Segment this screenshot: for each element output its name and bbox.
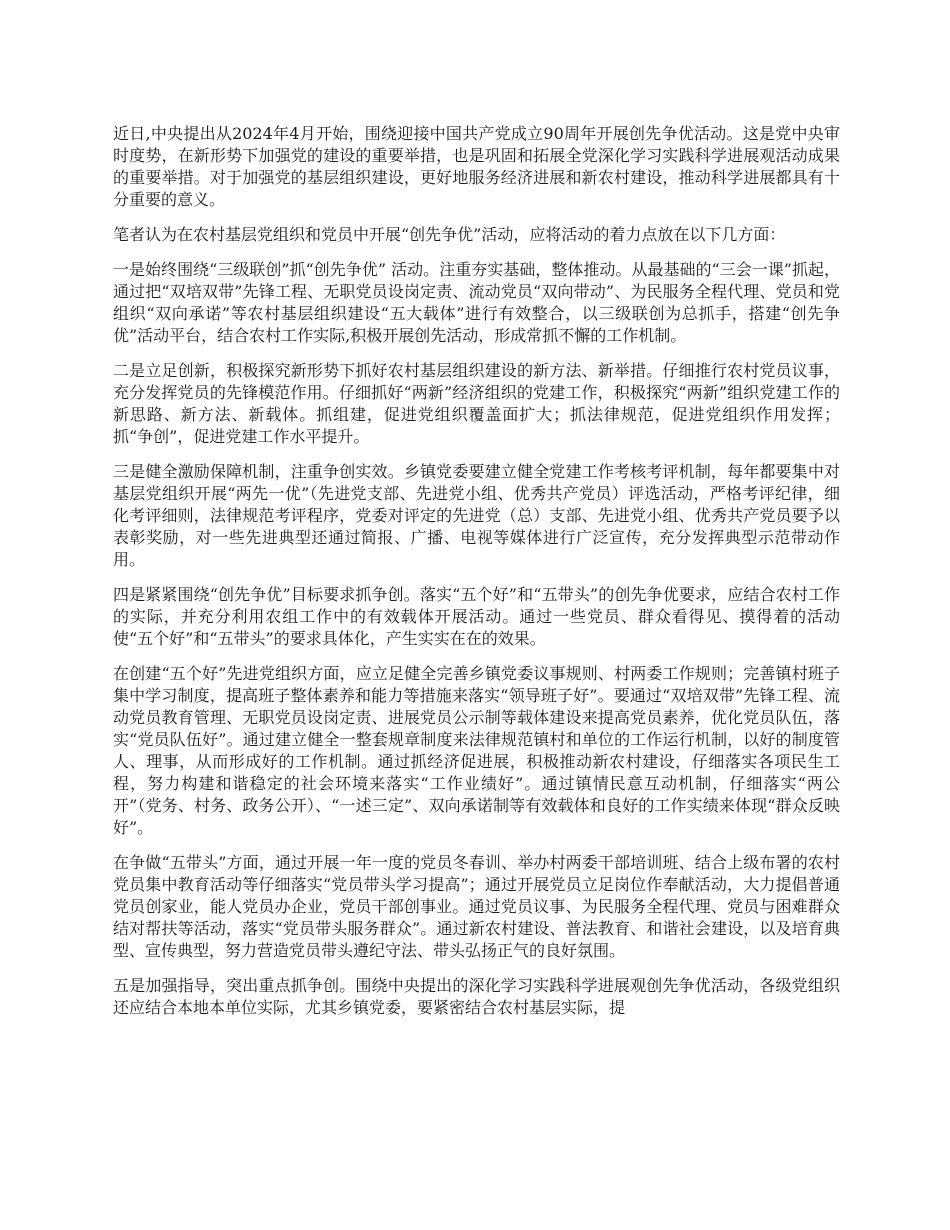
paragraph-point-four: 四是紧紧围绕“创先争优”目标要求抓争创。落实“五个好”和“五带头”的创先争优要求，应结合农村工作的实际，并充分利用农组工作中的有效载体开展活动。通过一些党员、群众看得见、摸得着的活动使“五个好”和“五带头”的要求具体化，产生实实在在的效果。: [113, 585, 840, 648]
paragraph-point-two: 二是立足创新，积极探究新形势下抓好农村基层组织建设的新方法、新举措。仔细推行农村党员议事，充分发挥党员的先锋模范作用。仔细抓好“两新”经济组织的党建工作，积极探究“两新”组织党建工作的新思路、新方法、新载体。抓组建，促进党组织覆盖面扩大；抓法律规范，促进党组织作用发挥；抓“争创”，促进党建工作水平提升。: [113, 361, 840, 446]
paragraph-point-five: 五是加强指导，突出重点抓争创。围绕中央提出的深化学习实践科学进展观创先争优活动，各级党组织还应结合本地本单位实际，尤其乡镇党委，要紧密结合农村基层实际，提: [113, 976, 840, 1017]
paragraph-intro: 近日,中央提出从2024年4月开始，围绕迎接中国共产党成立90周年开展创先争优活动。这是党中央审时度势，在新形势下加强党的建设的重要举措，也是巩固和拓展全党深化学习实践科学进展观活动成果的重要举措。对于加强党的基层组织建设，更好地服务经济进展和新农村建设，推动科学进展都具有十分重要的意义。: [113, 124, 840, 209]
paragraph-author-view: 笔者认为在农村基层党组织和党员中开展“创先争优”活动，应将活动的着力点放在以下几方面：: [113, 225, 786, 244]
paragraph-point-three: 三是健全激励保障机制，注重争创实效。乡镇党委要建立健全党建工作考核考评机制，每年都要集中对基层党组织开展“两先一优”（先进党支部、先进党小组、优秀共产党员）评选活动，严格考评纪律，细化考评细则，法律规范考评程序，党委对评定的先进党（总）支部、先进党小组、优秀共产党员要予以表彰奖励，对一些先进典型还通过简报、广播、电视等媒体进行广泛宣传，充分发挥典型示范带动作用。: [113, 462, 840, 569]
document-body: [113, 123, 840, 1032]
paragraph-five-lead: 在争做“五带头”方面，通过开展一年一度的党员冬春训、举办村两委干部培训班、结合上级布署的农村党员集中教育活动等仔细落实“党员带头学习提高”；通过开展党员立足岗位作奉献活动，大力提倡普通党员创家业，能人党员办企业，党员干部创事业。通过党员议事、为民服务全程代理、党员与困难群众结对帮扶等活动，落实“党员带头服务群众”。通过新农村建设、普法教育、和谐社会建设，以及培育典型、宣传典型，努力营造党员带头遵纪守法、带头弘扬正气的良好氛围。: [113, 853, 840, 960]
paragraph-five-good: 在创建“五个好”先进党组织方面，应立足健全完善乡镇党委议事规则、村两委工作规则；完善镇村班子集中学习制度，提高班子整体素养和能力等措施来落实“领导班子好”。要通过“双培双带”先锋工程、流动党员教育管理、无职党员设岗定责、进展党员公示制等载体建设来提高党员素养，优化党员队伍，落实“党员队伍好”。通过建立健全一整套规章制度来法律规范镇村和单位的工作运行机制，以好的制度管人、理事，从而形成好的工作机制。通过抓经济促进展，积极推动新农村建设，仔细落实各项民生工程，努力构建和谐稳定的社会环境来落实“工作业绩好”。通过镇情民意互动机制，仔细落实“两公开”（党务、村务、政务公开）、“一述三定”、双向承诺制等有效载体和良好的工作实绩来体现“群众反映好”。: [113, 664, 840, 837]
paragraph-point-one: 一是始终围绕“三级联创”抓“创先争优” 活动。注重夯实基础，整体推动。从最基础的“三会一课”抓起，通过把“双培双带”先锋工程、无职党员设岗定责、流动党员“双向带动”、为民服务全程代理、党员和党组织“双向承诺”等农村基层组织建设“五大载体”进行有效整合，以三级联创为总抓手，搭建“创先争优”活动平台，结合农村工作实际,积极开展创先活动，形成常抓不懈的工作机制。: [113, 260, 840, 345]
